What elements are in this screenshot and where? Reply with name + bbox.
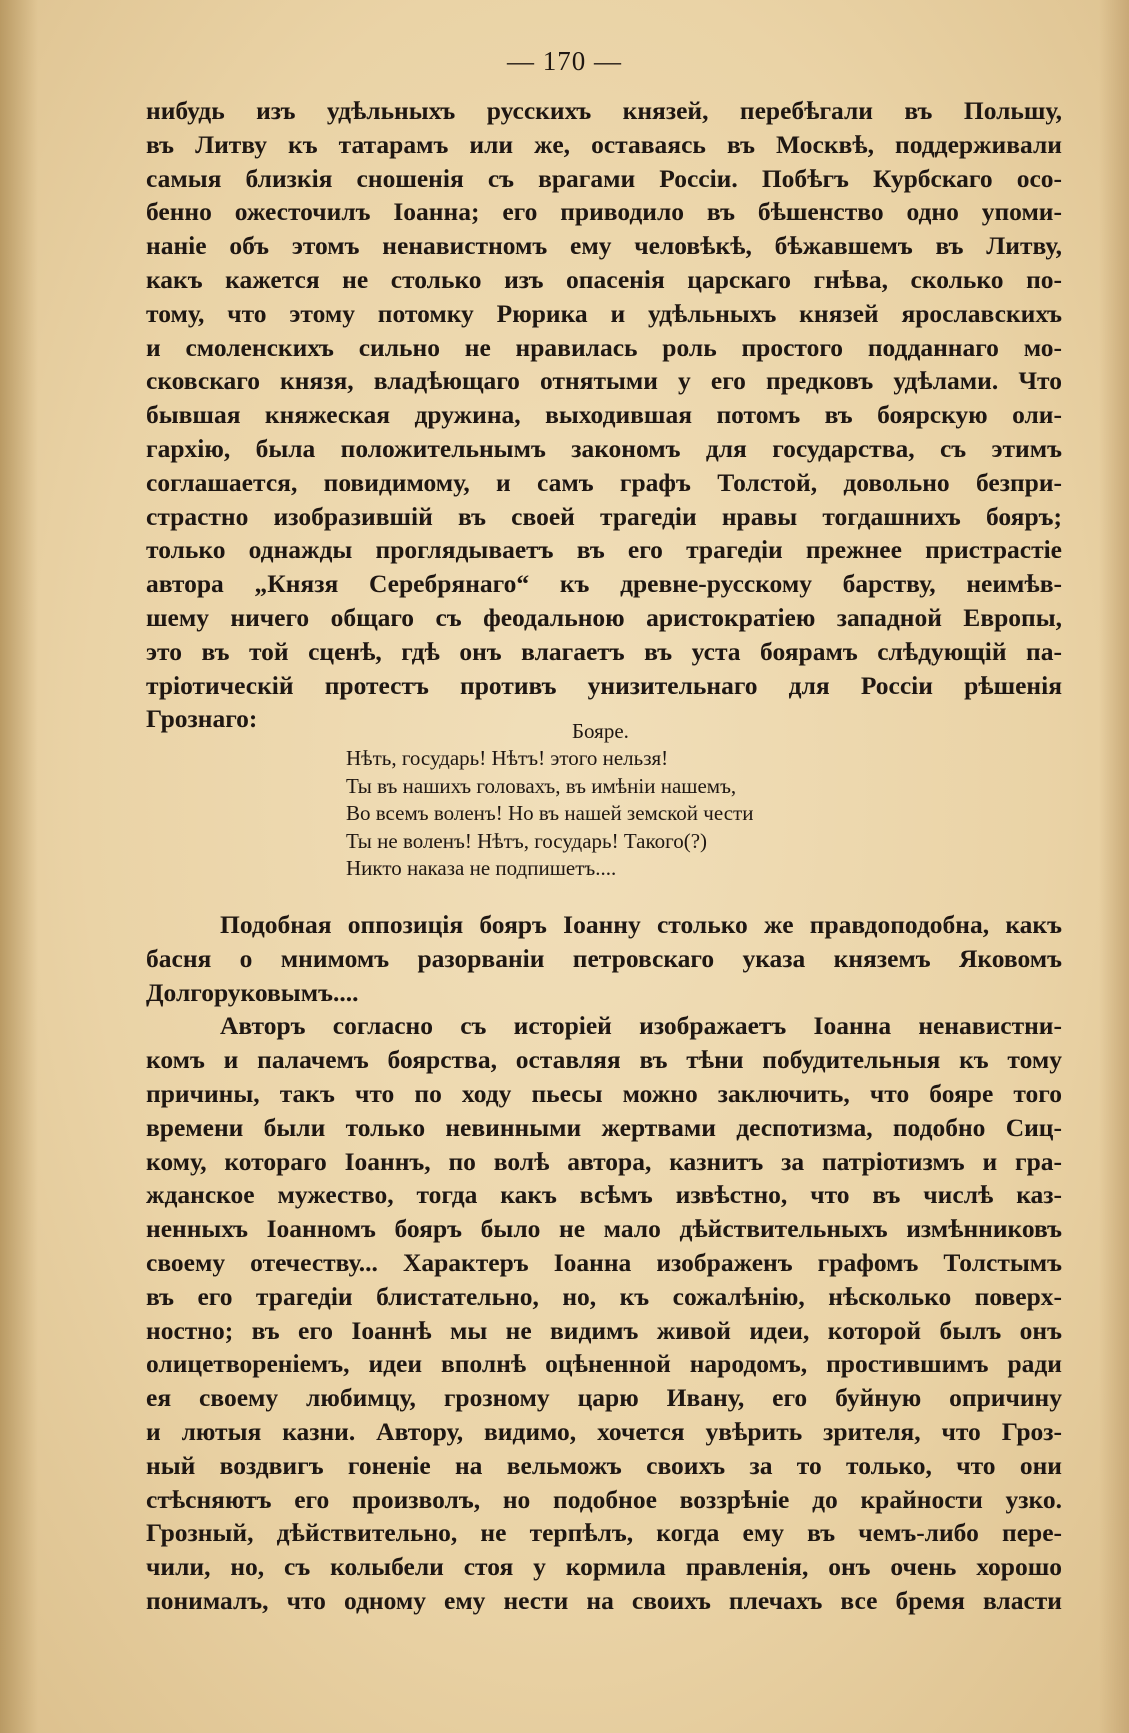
- verse-line: Ты не воленъ! Нѣтъ, государь! Такого(?): [346, 828, 708, 853]
- text-line: это въ той сценѣ, гдѣ онъ влагаетъ въ уста боярамъ слѣдующій па-: [146, 636, 1062, 666]
- text-line: соглашается, повидимому, и самъ графъ Толстой, довольно безпри-: [146, 467, 1062, 497]
- text-line: ный воздвигъ гоненіе на вельможъ своихъ за то только, что они: [146, 1450, 1062, 1480]
- text-line: страстно изобразившій въ своей трагедіи нравы тогдашнихъ бояръ;: [146, 501, 1062, 531]
- verse-line: Ты въ нашихъ головахъ, въ имѣніи нашемъ,: [346, 773, 737, 798]
- text-line: нибудь изъ удѣльныхъ русскихъ князей, перебѣгали въ Польшу,: [146, 96, 1062, 125]
- text-line: ея своему любимцу, грозному царю Ивану, его буйную опричину: [146, 1383, 1062, 1413]
- verse-quote: [346, 718, 946, 883]
- page-number: — 170 —: [507, 46, 622, 76]
- text-line: бенно ожесточилъ Іоанна; его приводило въ бѣшенство одно упоми-: [146, 197, 1062, 227]
- text-line: басня о мнимомъ разорваніи петровскаго указа княземъ Яковомъ: [146, 943, 1062, 973]
- text-line: времени были только невинными жертвами деспотизма, подобно Сиц-: [146, 1112, 1062, 1142]
- text-line: какъ кажется не столько изъ опасенія царскаго гнѣва, сколько по-: [146, 264, 1062, 294]
- text-line: олицетвореніемъ, идеи вполнѣ оцѣненной народомъ, простившимъ ради: [146, 1349, 1062, 1379]
- paragraphs-2-3: [146, 908, 1062, 1618]
- paragraph-1: [146, 94, 1062, 736]
- text-line: самыя близкія сношенія съ врагами Россіи. Побѣгъ Курбскаго осо-: [146, 163, 1062, 193]
- verse-line: Нѣть, государь! Нѣтъ! этого нельзя!: [346, 746, 669, 770]
- text-line: Грозный, дѣйствительно, не терпѣлъ, когда ему въ чемъ-либо пере-: [146, 1518, 1062, 1548]
- text-line: въ Литву къ татарамъ или же, оставаясь въ Москвѣ, поддерживали: [146, 129, 1062, 159]
- text-line: тому, что этому потомку Рюрика и удѣльныхъ князей ярославскихъ: [146, 298, 1062, 328]
- text-line: шему ничего общаго съ феодальною аристократіею западной Европы,: [146, 602, 1062, 632]
- text-line: причины, такъ что по ходу пьесы можно заключить, что бояре того: [146, 1078, 1062, 1108]
- text-line: гархію, была положительнымъ закономъ для государства, съ этимъ: [146, 433, 1062, 463]
- text-line: автора „Князя Серебрянаго“ къ древне-русскому барству, неимѣв-: [146, 569, 1062, 599]
- text-line: понималъ, что одному ему нести на своихъ плечахъ все бремя власти: [146, 1585, 1062, 1615]
- text-line: Авторъ согласно съ исторіей изображаетъ Іоанна ненавистни-: [220, 1011, 1062, 1041]
- text-line: Подобная оппозиція бояръ Іоанну столько же правдоподобна, какъ: [220, 910, 1062, 939]
- text-line: стѣсняютъ его произволъ, но подобное воззрѣніе до крайности узко.: [146, 1484, 1062, 1514]
- text-line: наніе объ этомъ ненавистномъ ему человѣкѣ, бѣжавшемъ въ Литву,: [146, 231, 1062, 261]
- text-line: жданское мужество, тогда какъ всѣмъ извѣстно, что въ числѣ каз-: [146, 1180, 1062, 1210]
- text-line: ненныхъ Іоанномъ бояръ было не мало дѣйствительныхъ измѣнниковъ: [146, 1214, 1062, 1244]
- text-line: Долгоруковымъ....: [146, 977, 359, 1007]
- verse-speaker: Бояре.: [572, 719, 629, 743]
- text-line: въ его трагедіи блистательно, но, къ сожалѣнію, нѣсколько поверх-: [146, 1281, 1062, 1311]
- text-line: только однажды проглядываетъ въ его трагедіи прежнее пристрастіе: [146, 535, 1062, 565]
- text-line: кому, котораго Іоаннъ, по волѣ автора, казнитъ за патріотизмъ и гра-: [146, 1146, 1062, 1176]
- text-line: комъ и палачемъ боярства, оставляя въ тѣни побудительныя къ тому: [146, 1045, 1062, 1075]
- text-line: своему отечеству... Характеръ Іоанна изображенъ графомъ Толстымъ: [146, 1247, 1062, 1277]
- text-line: и смоленскихъ сильно не нравилась роль простого подданнаго мо-: [146, 332, 1062, 362]
- text-line: и лютыя казни. Автору, видимо, хочется увѣрить зрителя, что Гроз-: [146, 1416, 1062, 1446]
- text-line: Грознаго:: [146, 704, 258, 734]
- text-line: бывшая княжеская дружина, выходившая потомъ въ боярскую оли-: [146, 400, 1062, 430]
- verse-line: Во всемъ воленъ! Но въ нашей земской чести: [346, 801, 754, 825]
- text-line: сковскаго князя, владѣющаго отнятыми у его предковъ удѣлами. Что: [146, 366, 1062, 396]
- text-line: ностно; въ его Іоаннѣ мы не видимъ живой идеи, которой былъ онъ: [146, 1315, 1062, 1345]
- text-line: тріотическій протестъ противъ унизительнаго для Россіи рѣшенія: [146, 670, 1062, 700]
- text-line: чили, но, съ колыбели стоя у кормила правленія, онъ очень хорошо: [146, 1552, 1062, 1582]
- verse-line: Никто наказа не подпишетъ....: [346, 856, 617, 880]
